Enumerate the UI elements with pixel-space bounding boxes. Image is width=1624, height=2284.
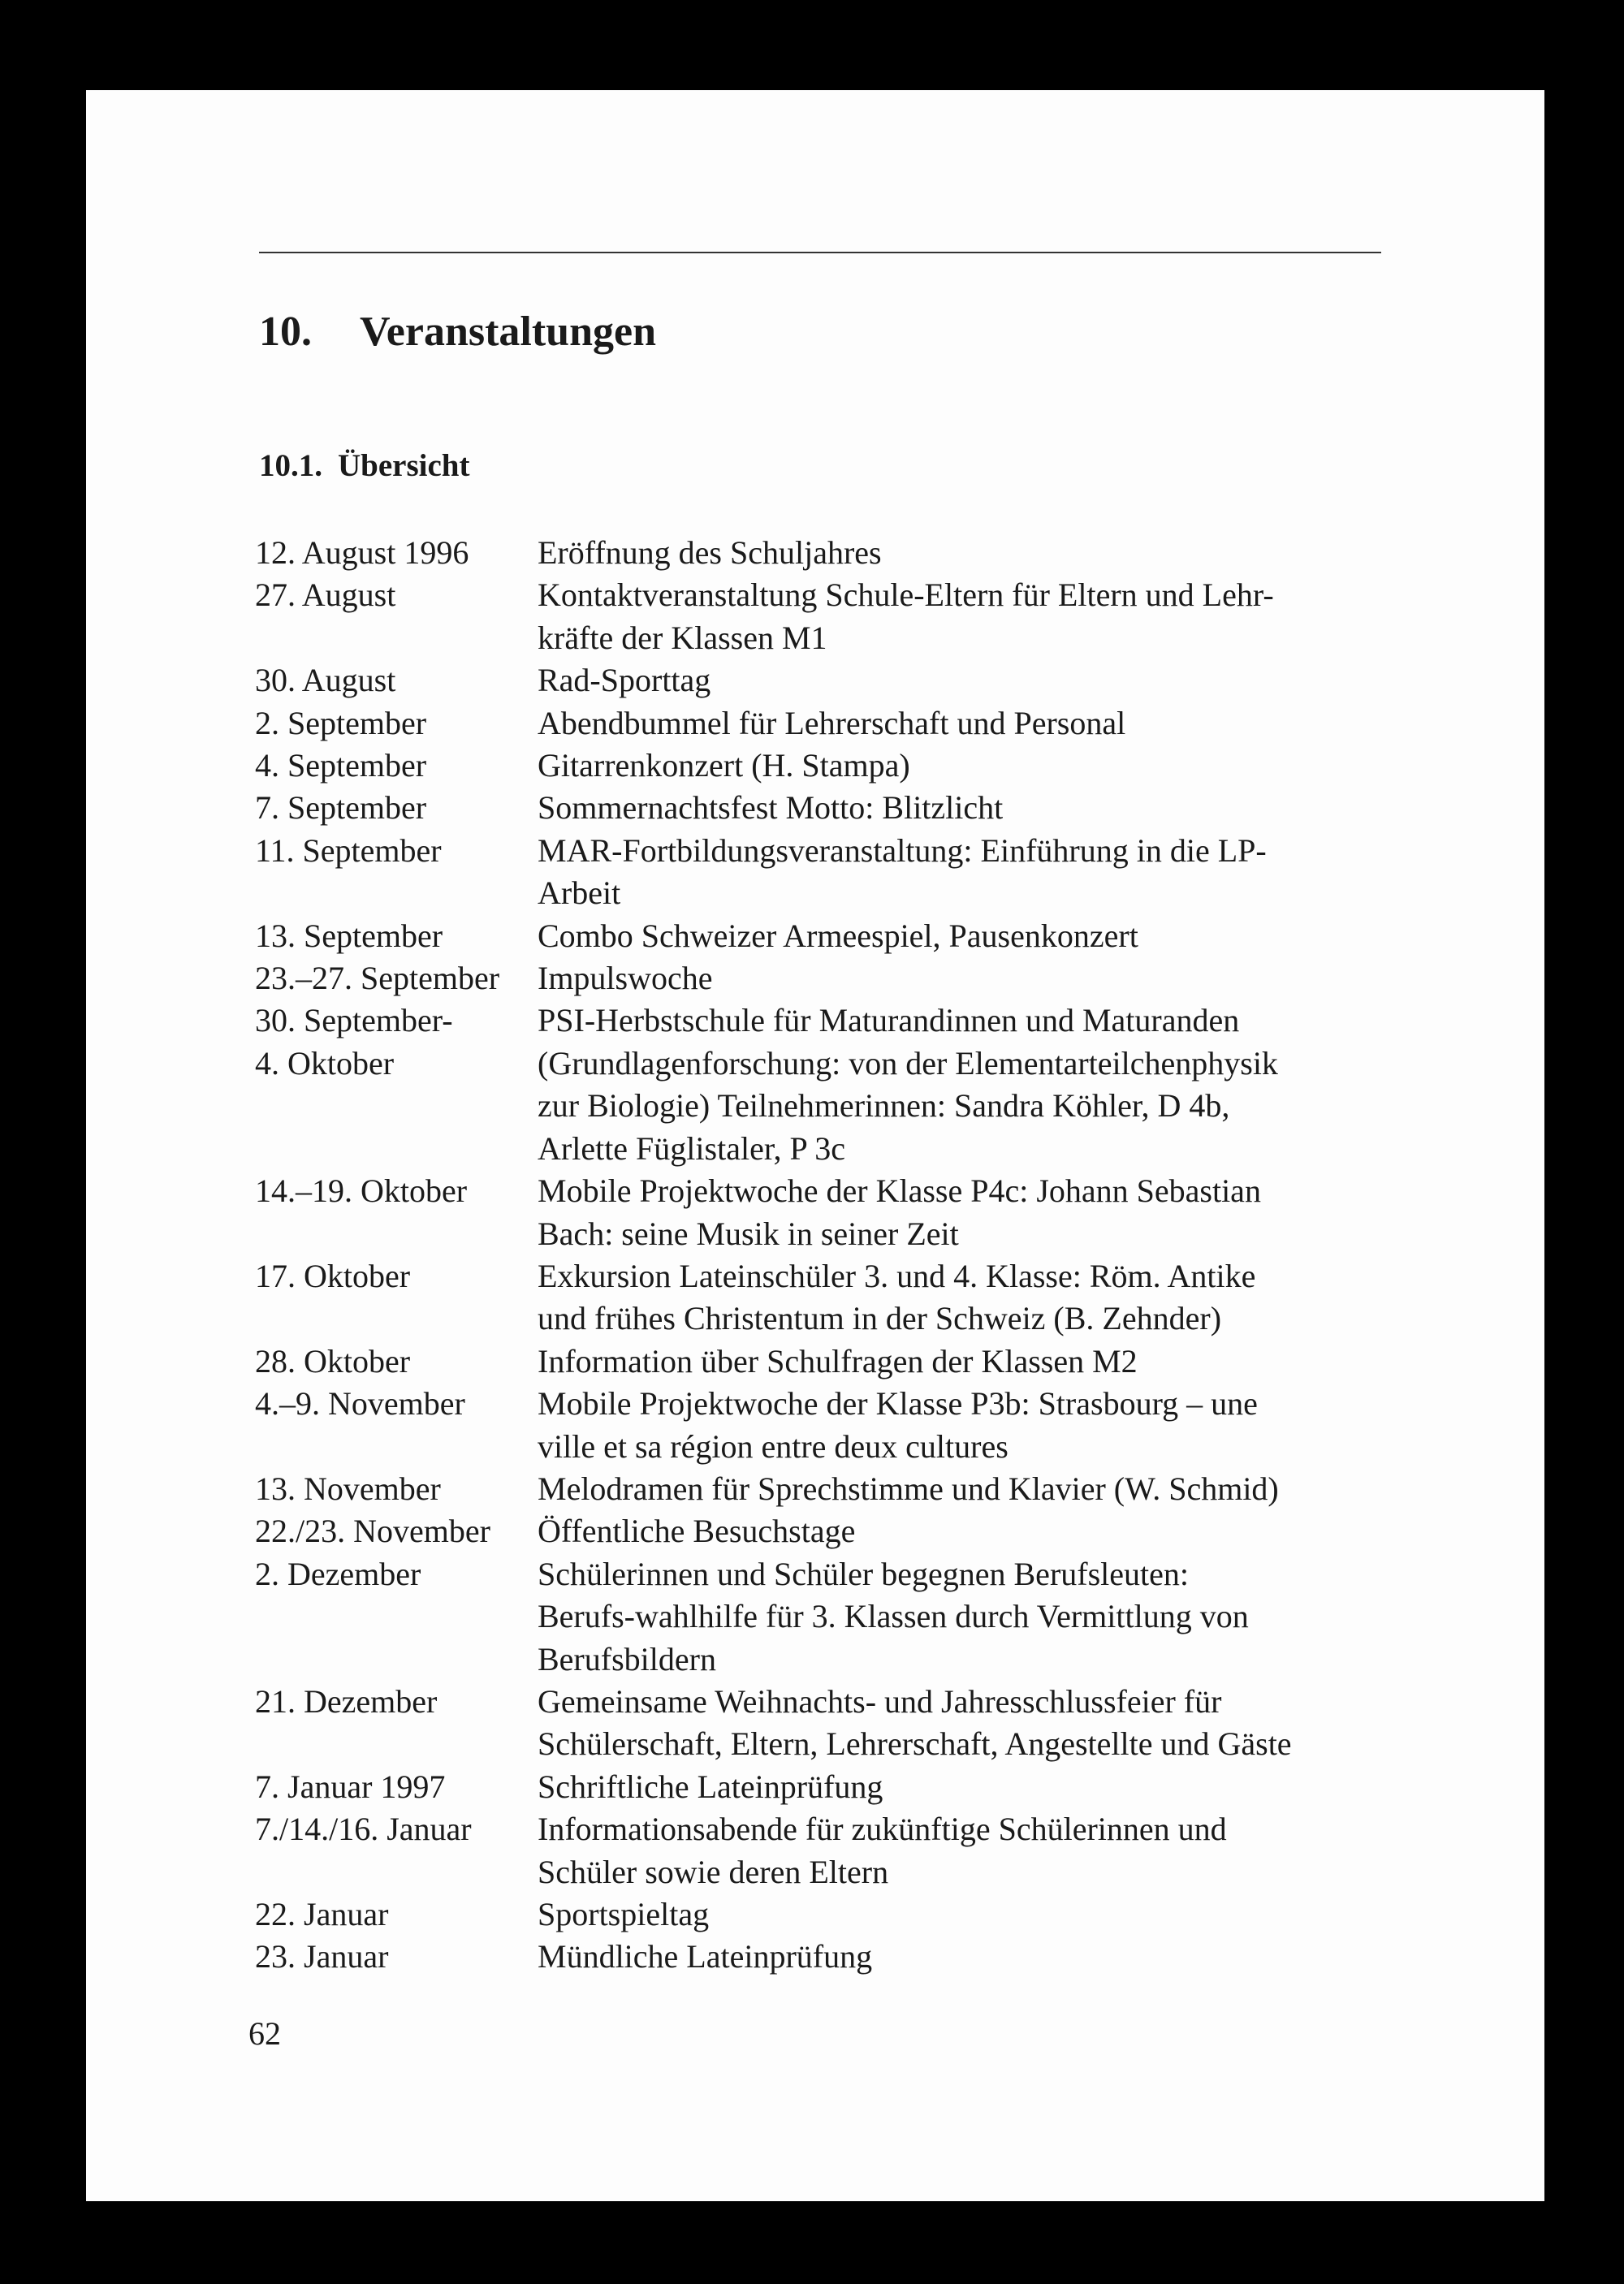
event-description	[538, 1341, 1473, 1383]
event-description-line: Combo Schweizer Armeespiel, Pausenkonzert	[538, 917, 1138, 954]
event-description-line: Gitarrenkonzert (H. Stampa)	[538, 747, 910, 784]
event-list	[255, 532, 1473, 1979]
event-date-line: 7./14./16. Januar	[255, 1811, 472, 1848]
event-description-line: MAR-Fortbildungsveranstaltung: Einführung in die LP-	[538, 831, 1267, 869]
chapter-number: 10.	[259, 309, 312, 355]
event-description-line: Informationsabende für zukünftige Schülerinnen und	[538, 1811, 1227, 1848]
event-description-line: Kontaktveranstaltung Schule-Eltern für Eltern und Lehr-	[538, 576, 1274, 614]
event-row	[255, 1510, 1473, 1552]
event-description-line: Mündliche Lateinprüfung	[538, 1938, 873, 1975]
event-date-line: 28. Oktober	[255, 1342, 411, 1379]
event-row	[255, 532, 1473, 574]
event-date	[255, 574, 538, 659]
event-description-line: ville et sa région entre deux cultures	[538, 1427, 1009, 1465]
event-date-line: 23.–27. September	[255, 960, 500, 997]
event-description	[538, 957, 1473, 1000]
event-description-line: Impulswoche	[538, 960, 713, 997]
event-row	[255, 1553, 1473, 1681]
event-description-line: Arbeit	[538, 874, 621, 912]
event-date-line: 27. August	[255, 576, 396, 614]
event-description-line: zur Biologie) Teilnehmerinnen: Sandra Köhler, D 4b,	[538, 1087, 1230, 1125]
event-date	[255, 532, 538, 574]
event-description-line: Rad-Sporttag	[538, 662, 711, 699]
event-date-line: 23. Januar	[255, 1938, 389, 1975]
event-date	[255, 915, 538, 957]
event-date-line: 30. September-	[255, 1002, 453, 1039]
event-description	[538, 787, 1473, 829]
event-row	[255, 1468, 1473, 1510]
event-description	[538, 1170, 1473, 1255]
event-description-line: Mobile Projektwoche der Klasse P4c: Johann Sebastian	[538, 1172, 1261, 1210]
event-row	[255, 659, 1473, 702]
event-date-line: 21. Dezember	[255, 1682, 438, 1720]
event-row	[255, 1170, 1473, 1255]
event-date-line: 11. September	[255, 831, 442, 869]
event-date	[255, 745, 538, 787]
event-date	[255, 1766, 538, 1808]
event-date	[255, 1000, 538, 1170]
event-date-line: 7. September	[255, 789, 427, 827]
event-description	[538, 1936, 1473, 1978]
event-date	[255, 1170, 538, 1255]
section-title: Übersicht	[338, 448, 470, 483]
event-row	[255, 957, 1473, 1000]
event-date-line: 7. Januar 1997	[255, 1768, 446, 1805]
event-description-line: Schülerschaft, Eltern, Lehrerschaft, Angestellte und Gäste	[538, 1725, 1292, 1763]
event-row	[255, 1893, 1473, 1936]
event-description-line: (Grundlagenforschung: von der Elementarteilchenphysik	[538, 1044, 1278, 1082]
event-date	[255, 830, 538, 915]
event-row	[255, 1000, 1473, 1170]
event-date-line: 30. August	[255, 662, 396, 699]
event-description	[538, 1681, 1473, 1766]
event-date-line: 13. November	[255, 1470, 441, 1507]
chapter-title: Veranstaltungen	[360, 309, 657, 355]
event-date	[255, 1255, 538, 1341]
section-number: 10.1.	[259, 448, 322, 483]
event-description	[538, 1000, 1473, 1170]
event-description-line: Sportspieltag	[538, 1896, 710, 1932]
event-date	[255, 1893, 538, 1936]
event-date-line: 4. September	[255, 747, 427, 784]
event-date	[255, 1681, 538, 1766]
event-description	[538, 659, 1473, 702]
event-row	[255, 574, 1473, 659]
event-description-line: und frühes Christentum in der Schweiz (B. Zehnder)	[538, 1300, 1222, 1337]
event-description-line: Berufs-wahlhilfe für 3. Klassen durch Vermittlung von	[538, 1598, 1249, 1635]
event-description-line: Exkursion Lateinschüler 3. und 4. Klasse: Röm. Antike	[538, 1257, 1256, 1294]
event-description-line: Melodramen für Sprechstimme und Klavier (W. Schmid)	[538, 1470, 1279, 1507]
event-description	[538, 574, 1473, 659]
event-date-line: 4.–9. November	[255, 1385, 465, 1423]
event-date-line: 4. Oktober	[255, 1044, 395, 1082]
event-date	[255, 702, 538, 745]
event-description	[538, 1255, 1473, 1341]
event-description-line: Information über Schulfragen der Klassen M2	[538, 1342, 1138, 1379]
event-description-line: Gemeinsame Weihnachts- und Jahresschlussfeier für	[538, 1682, 1222, 1720]
event-description-line: PSI-Herbstschule für Maturandinnen und Maturanden	[538, 1002, 1240, 1039]
event-description	[538, 702, 1473, 745]
event-description-line: Öffentliche Besuchstage	[538, 1513, 856, 1550]
event-date	[255, 1341, 538, 1383]
event-description	[538, 1766, 1473, 1808]
event-date	[255, 1553, 538, 1681]
event-date	[255, 659, 538, 702]
section-heading	[259, 447, 469, 484]
event-row	[255, 1808, 1473, 1893]
event-description-line: Berufsbildern	[538, 1640, 716, 1677]
event-date	[255, 1936, 538, 1978]
event-row	[255, 1681, 1473, 1766]
event-description-line: Eröffnung des Schuljahres	[538, 534, 882, 571]
chapter-heading	[259, 308, 656, 356]
page-number: 62	[248, 2015, 281, 2052]
event-description	[538, 1383, 1473, 1468]
event-description-line: Schüler sowie deren Eltern	[538, 1853, 889, 1890]
event-date-line: 12. August 1996	[255, 534, 469, 571]
event-row	[255, 1341, 1473, 1383]
event-description-line: kräfte der Klassen M1	[538, 619, 827, 656]
event-row	[255, 787, 1473, 829]
event-description-line: Abendbummel für Lehrerschaft und Personal	[538, 704, 1126, 741]
event-row	[255, 745, 1473, 787]
event-description	[538, 915, 1473, 957]
event-description	[538, 532, 1473, 574]
event-description-line: Schriftliche Lateinprüfung	[538, 1768, 883, 1805]
event-description-line: Bach: seine Musik in seiner Zeit	[538, 1215, 959, 1252]
event-date-line: 17. Oktober	[255, 1257, 411, 1294]
event-date	[255, 957, 538, 1000]
event-date-line: 2. September	[255, 704, 427, 741]
event-description-line: Mobile Projektwoche der Klasse P3b: Strasbourg – une	[538, 1385, 1258, 1423]
event-description	[538, 1893, 1473, 1936]
event-description	[538, 830, 1473, 915]
event-date	[255, 1383, 538, 1468]
event-date	[255, 1468, 538, 1510]
event-description	[538, 1468, 1473, 1510]
event-date	[255, 1510, 538, 1552]
document-page	[86, 90, 1544, 2201]
header-rule	[259, 252, 1381, 253]
event-date-line: 22. Januar	[255, 1896, 389, 1932]
event-row	[255, 830, 1473, 915]
event-date-line: 2. Dezember	[255, 1555, 421, 1592]
event-row	[255, 915, 1473, 957]
event-date-line: 14.–19. Oktober	[255, 1172, 468, 1210]
event-date	[255, 787, 538, 829]
event-date-line: 13. September	[255, 917, 443, 954]
event-date-line: 22./23. November	[255, 1513, 490, 1550]
event-row	[255, 1383, 1473, 1468]
event-description	[538, 1553, 1473, 1681]
event-date	[255, 1808, 538, 1893]
event-description-line: Arlette Füglistaler, P 3c	[538, 1129, 846, 1167]
event-row	[255, 1766, 1473, 1808]
event-row	[255, 702, 1473, 745]
event-description-line: Sommernachtsfest Motto: Blitzlicht	[538, 789, 1004, 827]
event-description-line: Schülerinnen und Schüler begegnen Berufsleuten:	[538, 1555, 1189, 1592]
event-description	[538, 745, 1473, 787]
event-row	[255, 1936, 1473, 1978]
event-description	[538, 1510, 1473, 1552]
event-row	[255, 1255, 1473, 1341]
event-description	[538, 1808, 1473, 1893]
